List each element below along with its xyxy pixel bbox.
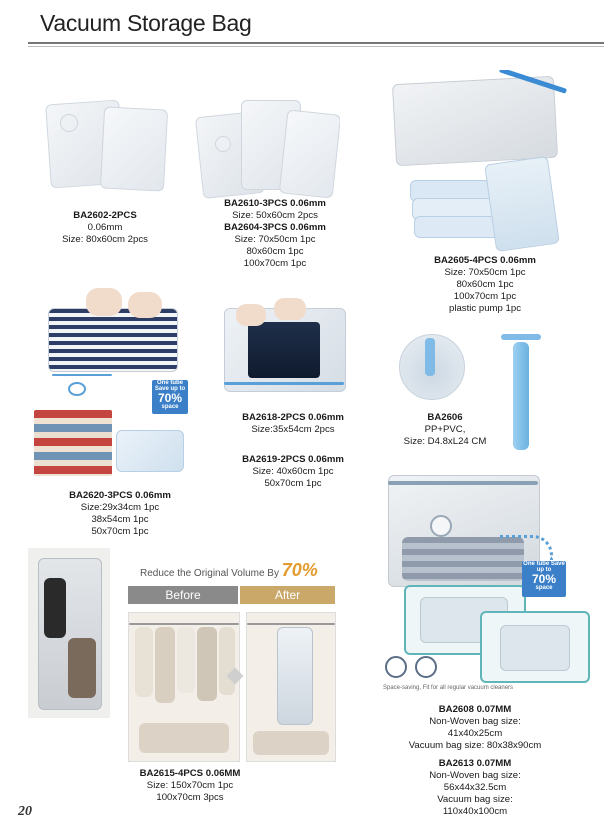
ba2608-line-3: Vacuum bag size: 80x38x90cm: [408, 740, 542, 751]
after-label: After: [240, 586, 335, 604]
comparison-headline-text: Reduce the Original Volume By: [140, 568, 279, 579]
after-wardrobe-image: [246, 612, 336, 762]
ba2608-image: [380, 475, 592, 695]
ba2602-code: BA2602-2PCS: [73, 210, 137, 221]
ba2610-code: BA2610-3PCS 0.06mm: [224, 198, 326, 209]
ba2613-line-4: 110x40x100cm: [442, 806, 508, 817]
ba2613-line-2: 56x44x32.5cm: [443, 782, 507, 793]
ba2613-code: BA2613 0.07MM: [438, 758, 512, 769]
ba2613-line-1: Non-Woven bag size:: [429, 770, 521, 781]
ba2605-image: [390, 70, 570, 255]
ba2620-code: BA2620-3PCS 0.06mm: [69, 490, 171, 501]
ba2620-badge-space: space: [161, 404, 179, 410]
ba2618-image: [218, 288, 356, 396]
ba2605-line-2: 80x60cm 1pc: [456, 279, 514, 290]
ba2618-line: Size:35x54cm 2pcs: [251, 424, 335, 435]
comparison-headline: [140, 560, 340, 581]
before-label: Before: [128, 586, 238, 604]
ba2613-caption: [400, 758, 550, 818]
ba2605-caption: [410, 255, 560, 315]
ba2605-line-4: plastic pump 1pc: [449, 303, 521, 314]
ba2610-image: [195, 92, 340, 200]
ba2619-caption: [228, 454, 358, 490]
ba2605-line-3: 100x70cm 1pc: [453, 291, 517, 302]
ba2604-line-1: Size: 70x50cm 1pc: [234, 234, 316, 245]
header-rule-thin: [28, 46, 604, 47]
ba2608-badge-space: space: [535, 585, 553, 591]
vacuum-cleaner-icon: [415, 656, 437, 678]
ba2602-image: [40, 90, 170, 200]
hanging-bag-image: [28, 548, 110, 718]
ba2608-badge-text: One tube Save up to: [523, 561, 565, 573]
ba2605-code: BA2605-4PCS 0.06mm: [434, 255, 536, 266]
ba2608-line-1: Non-Woven bag size:: [429, 716, 521, 727]
ba2620-image: [32, 288, 190, 478]
ba2620-badge-percent: 70%: [157, 391, 183, 405]
ba2615-caption: [115, 768, 265, 804]
space-saving-icon: [385, 656, 407, 678]
ba2610-line: Size: 50x60cm 2pcs: [232, 210, 318, 221]
ba2608-line-2: 41x40x25cm: [447, 728, 503, 739]
ba2615-code: BA2615-4PCS 0.06MM: [139, 768, 241, 779]
before-wardrobe-image: [128, 612, 240, 762]
ba2602-line-2: Size: 80x60cm 2pcs: [62, 234, 148, 245]
ba2604-line-3: 100x70cm 1pc: [243, 258, 307, 269]
ba2610-caption: [205, 198, 345, 270]
ba2620-line-2: 38x54cm 1pc: [91, 514, 149, 525]
ba2615-line-1: Size: 150x70cm 1pc: [146, 780, 234, 791]
ba2620-line-1: Size:29x34cm 1pc: [80, 502, 160, 513]
ba2619-line-1: Size: 40x60cm 1pc: [252, 466, 334, 477]
ba2608-caption: [400, 704, 550, 752]
ba2606-line-2: Size: D4.8xL24 CM: [403, 436, 487, 447]
ba2606-line-1: PP+PVC,: [424, 424, 466, 435]
ba2620-badge-text: One tube Save up to: [154, 380, 186, 392]
ba2602-caption: [40, 210, 170, 246]
ba2604-code: BA2604-3PCS 0.06mm: [224, 222, 326, 233]
ba2605-line-1: Size: 70x50cm 1pc: [444, 267, 526, 278]
ba2608-badge-percent: 70%: [531, 572, 557, 586]
ba2602-line-1: 0.06mm: [87, 222, 123, 233]
ba2618-code: BA2618-2PCS 0.06mm: [242, 412, 344, 423]
comparison-headline-value: 70%: [281, 560, 318, 580]
ba2606-caption: [375, 412, 515, 448]
page-number: 20: [18, 804, 32, 819]
ba2615-line-2: 100x70cm 3pcs: [156, 792, 224, 803]
ba2608-code: BA2608 0.07MM: [438, 704, 512, 715]
ba2604-line-2: 80x60cm 1pc: [246, 246, 304, 257]
ba2620-line-3: 50x70cm 1pc: [91, 526, 149, 537]
ba2618-caption: [228, 412, 358, 436]
ba2606-code: BA2606: [427, 412, 463, 423]
feature-caption: Space-saving, Fit for all regular vacuum cleaners: [383, 685, 514, 691]
header-rule: [28, 42, 604, 44]
ba2619-line-2: 50x70cm 1pc: [264, 478, 322, 489]
page-title: Vacuum Storage Bag: [40, 10, 252, 36]
ba2619-code: BA2619-2PCS 0.06mm: [242, 454, 344, 465]
ba2620-caption: [45, 490, 195, 538]
ba2613-line-3: Vacuum bag size:: [437, 794, 513, 805]
